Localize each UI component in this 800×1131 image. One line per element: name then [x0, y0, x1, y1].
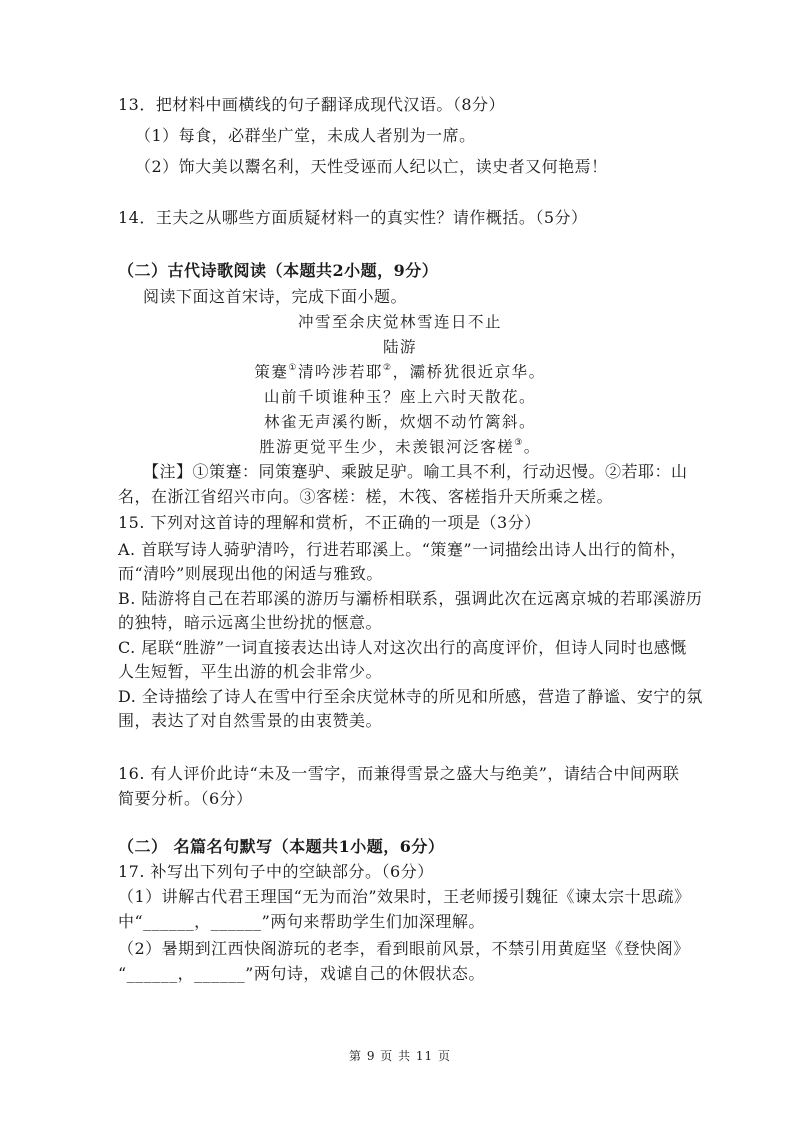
footnote-marker-2: ②	[383, 363, 393, 373]
poem-line-3: 林雀无声溪彴断，炊烟不动竹篱斜。	[263, 413, 536, 431]
poem-author: 陆游	[382, 338, 417, 356]
section-dictation-heading: （二） 名篇名句默写（本题共1小题，6分）	[118, 837, 445, 856]
footnote-marker-1: ①	[288, 363, 298, 373]
footnote-marker-3: ③	[514, 438, 524, 448]
q17-sub2-line-1: （2）暑期到江西快阁游玩的老李，看到眼前风景，不禁引用黄庭坚《登快阁》	[118, 939, 690, 958]
q16-line-2: 简要分析。（6分）	[118, 789, 253, 808]
section-poetry-heading: （二）古代诗歌阅读（本题共2小题，9分）	[118, 261, 439, 280]
poem-line-1	[0, 361, 800, 383]
q15-option-a-line-1: A. 首联写诗人骑驴清吟，行进若耶溪上。“策蹇”一词描绘出诗人出行的简朴，	[118, 540, 687, 559]
poem-line-4-part-b: 。	[523, 438, 541, 456]
page-number-footer: 第 9 页 共 11 页	[349, 1049, 451, 1063]
q17-sub2-line-2: “______，______”两句诗，戏谑自己的休假状态。	[118, 964, 485, 983]
poem-line-2: 山前千顷谁种玉？座上六时天散花。	[263, 388, 536, 406]
poem-line-1-part-a: 策蹇	[254, 363, 289, 381]
poem-line-4-part-a: 胜游更觉平生少，未羡银河泛客槎	[259, 438, 515, 456]
poem-title: 冲雪至余庆觉林雪连日不止	[297, 313, 502, 331]
poem-note-line-2: 名，在浙江省绍兴市向。③客槎：槎，木筏、客槎指升天所乘之槎。	[118, 487, 614, 506]
poem-line-4	[0, 436, 800, 458]
q15-option-d-line-2: 围，表达了对自然雪景的由衷赞美。	[118, 711, 383, 730]
poem-note-line-1: 【注】①策蹇：同策蹇驴、乘跛足驴。喻工具不利，行动迟慢。②若耶：山	[143, 462, 688, 481]
q13-sub2: （2）饰大美以鬻名利，天性受诬而人纪以亡，读史者又何艳焉！	[135, 157, 608, 176]
q13-sub1: （1）每食，必群坐广堂，未成人者别为一席。	[135, 126, 476, 145]
q15-option-c-line-2: 人生短暂，平生出游的机会非常少。	[118, 662, 383, 681]
q15-option-b-line-2: 的独特，暗示远离尘世纷扰的惬意。	[118, 613, 383, 632]
q17-sub1-line-1: （1）讲解古代君王理国“无为而治”效果时，王老师援引魏征《谏太宗十思疏》	[118, 887, 691, 906]
q13-stem: 13．把材料中画横线的句子翻译成现代汉语。（8分）	[118, 95, 506, 114]
poem-line-1-part-c: ，灞桥犹很近京华。	[392, 363, 546, 381]
q15-option-a-line-2: 而“清吟”则展现出他的闲适与雅致。	[118, 564, 383, 583]
q14-stem: 14．王夫之从哪些方面质疑材料一的真实性？请作概括。（5分）	[118, 208, 588, 227]
q17-stem: 17. 补写出下列句子中的空缺部分。（6分）	[118, 862, 434, 881]
poetry-intro: 阅读下面这首宋诗，完成下面小题。	[143, 287, 408, 306]
q15-option-b-line-1: B. 陆游将自己在若耶溪的游历与灞桥相联系，强调此次在远离京城的若耶溪游历	[118, 589, 703, 608]
poem-line-1-part-b: 清吟涉若耶	[297, 363, 383, 381]
q15-option-c-line-1: C. 尾联“胜游”一词直接表达出诗人对这次出行的高度评价，但诗人同时也感慨	[118, 638, 687, 657]
q16-line-1: 16. 有人评价此诗“未及一雪字，而兼得雪景之盛大与绝美”，请结合中间两联	[118, 764, 680, 783]
q15-option-d-line-1: D. 全诗描绘了诗人在雪中行至余庆觉林寺的所见和所感，营造了静谧、安宁的氛	[118, 687, 703, 706]
q17-sub1-line-2: 中“______，______”两句来帮助学生们加深理解。	[118, 912, 485, 931]
q15-stem: 15. 下列对这首诗的理解和赏析，不正确的一项是（3分）	[118, 513, 541, 532]
